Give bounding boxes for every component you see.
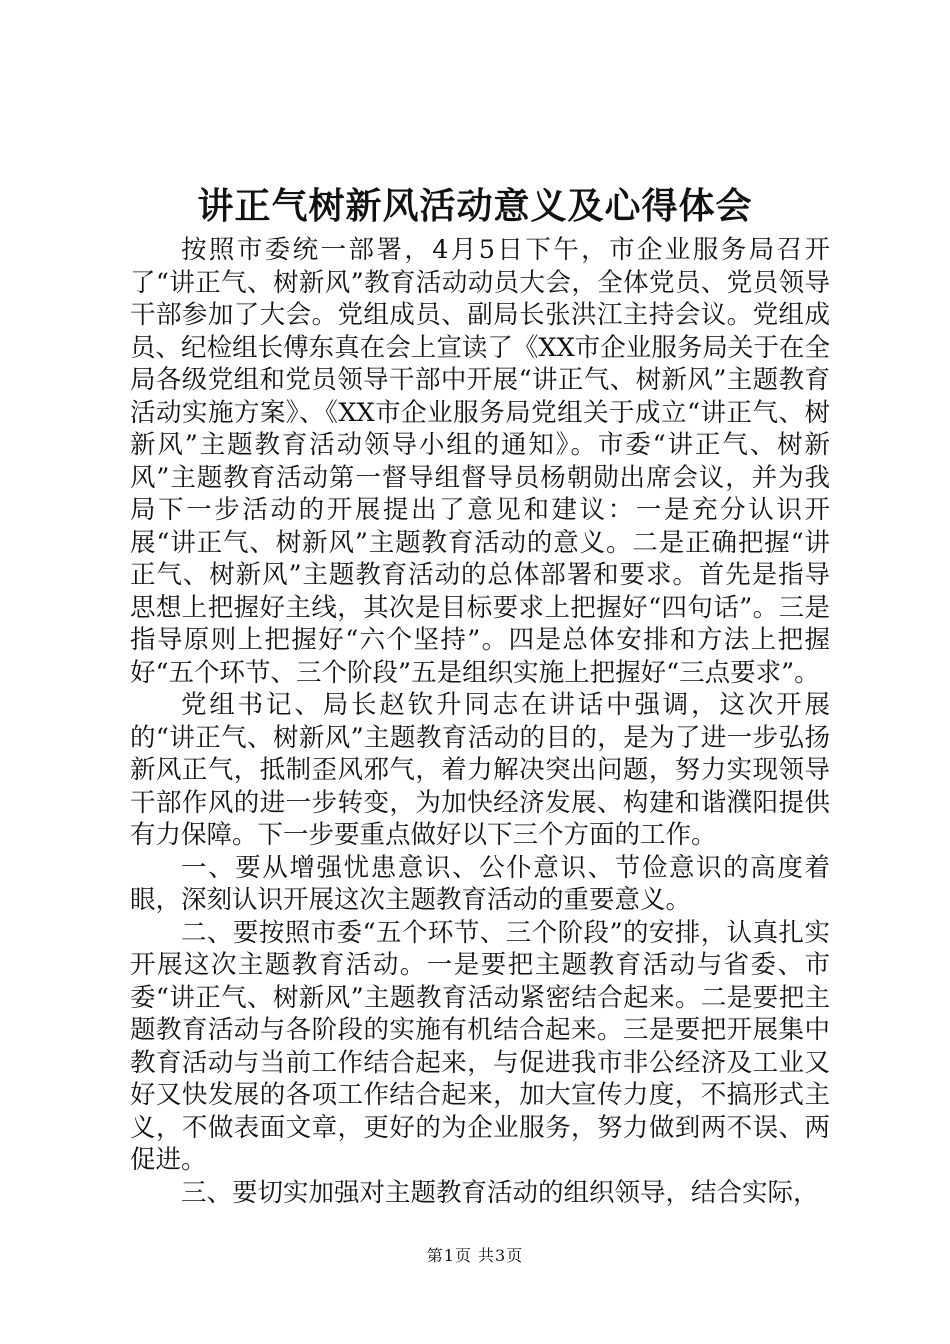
paragraph-2: 党组书记、局长赵钦升同志在讲话中强调，这次开展的“讲正气、树新风”主题教育活动的目的，是为了进一步弘扬新风正气，抵制歪风邪气，着力解决突出问题，努力实现领导干部作风的进一步转变，为加快经济发展、构建和谐濮阳提供有力保障。下一步要重点做好以下三个方面的工作。 [130,690,830,850]
paragraph-5: 三、要切实加强对主题教育活动的组织领导，结合实际， [181,1177,819,1208]
document-title: 讲正气树新风活动意义及心得体会 [197,185,753,227]
paragraph-4: 二、要按照市委“五个环节、三个阶段”的安排，认真扎实开展这次主题教育活动。一是要把主题教育活动与省委、市委“讲正气、树新风”主题教育活动紧密结合起来。二是要把主题教育活动与各阶段的实施有机结合起来。三是要把开展集中教育活动与当前工作结合起来，与促进我市非公经济及工业又好又快发展的各项工作结合起来，加大宣传力度，不搞形式主义，不做表面文章，更好的为企业服务，努力做到两不误、两促进。 [130,917,830,1175]
page-footer: 第1页 共3页 [426,1246,524,1265]
paragraph-3: 一、要从增强忧患意识、公仆意识、节俭意识的高度着眼，深刻认识开展这次主题教育活动的重要意义。 [130,852,830,915]
paragraph-1: 按照市委统一部署，4月5日下午，市企业服务局召开了“讲正气、树新风”教育活动动员大会，全体党员、党员领导干部参加了大会。党组成员、副局长张洪江主持会议。党组成员、纪检组长傅东真在会上宣读了《XX市企业服务局关于在全局各级党组和党员领导干部中开展“讲正气、树新风”主题教育活动实施方案》、《XX市企业服务局党组关于成立“讲正气、树新风”主题教育活动领导小组的通知》。市委“讲正气、树新风”主题教育活动第一督导组督导员杨朝勋出席会议，并为我局下一步活动的开展提出了意见和建议：一是充分认识开展“讲正气、树新风”主题教育活动的意义。二是正确把握“讲正气、树新风”主题教育活动的总体部署和要求。首先是指导思想上把握好主线，其次是目标要求上把握好“四句话”。三是指导原则上把握好“六个坚持”。四是总体安排和方法上把握好“五个环节、三个阶段”五是组织实施上把握好“三点要求”。 [130,235,830,688]
document-body [130,234,830,1209]
